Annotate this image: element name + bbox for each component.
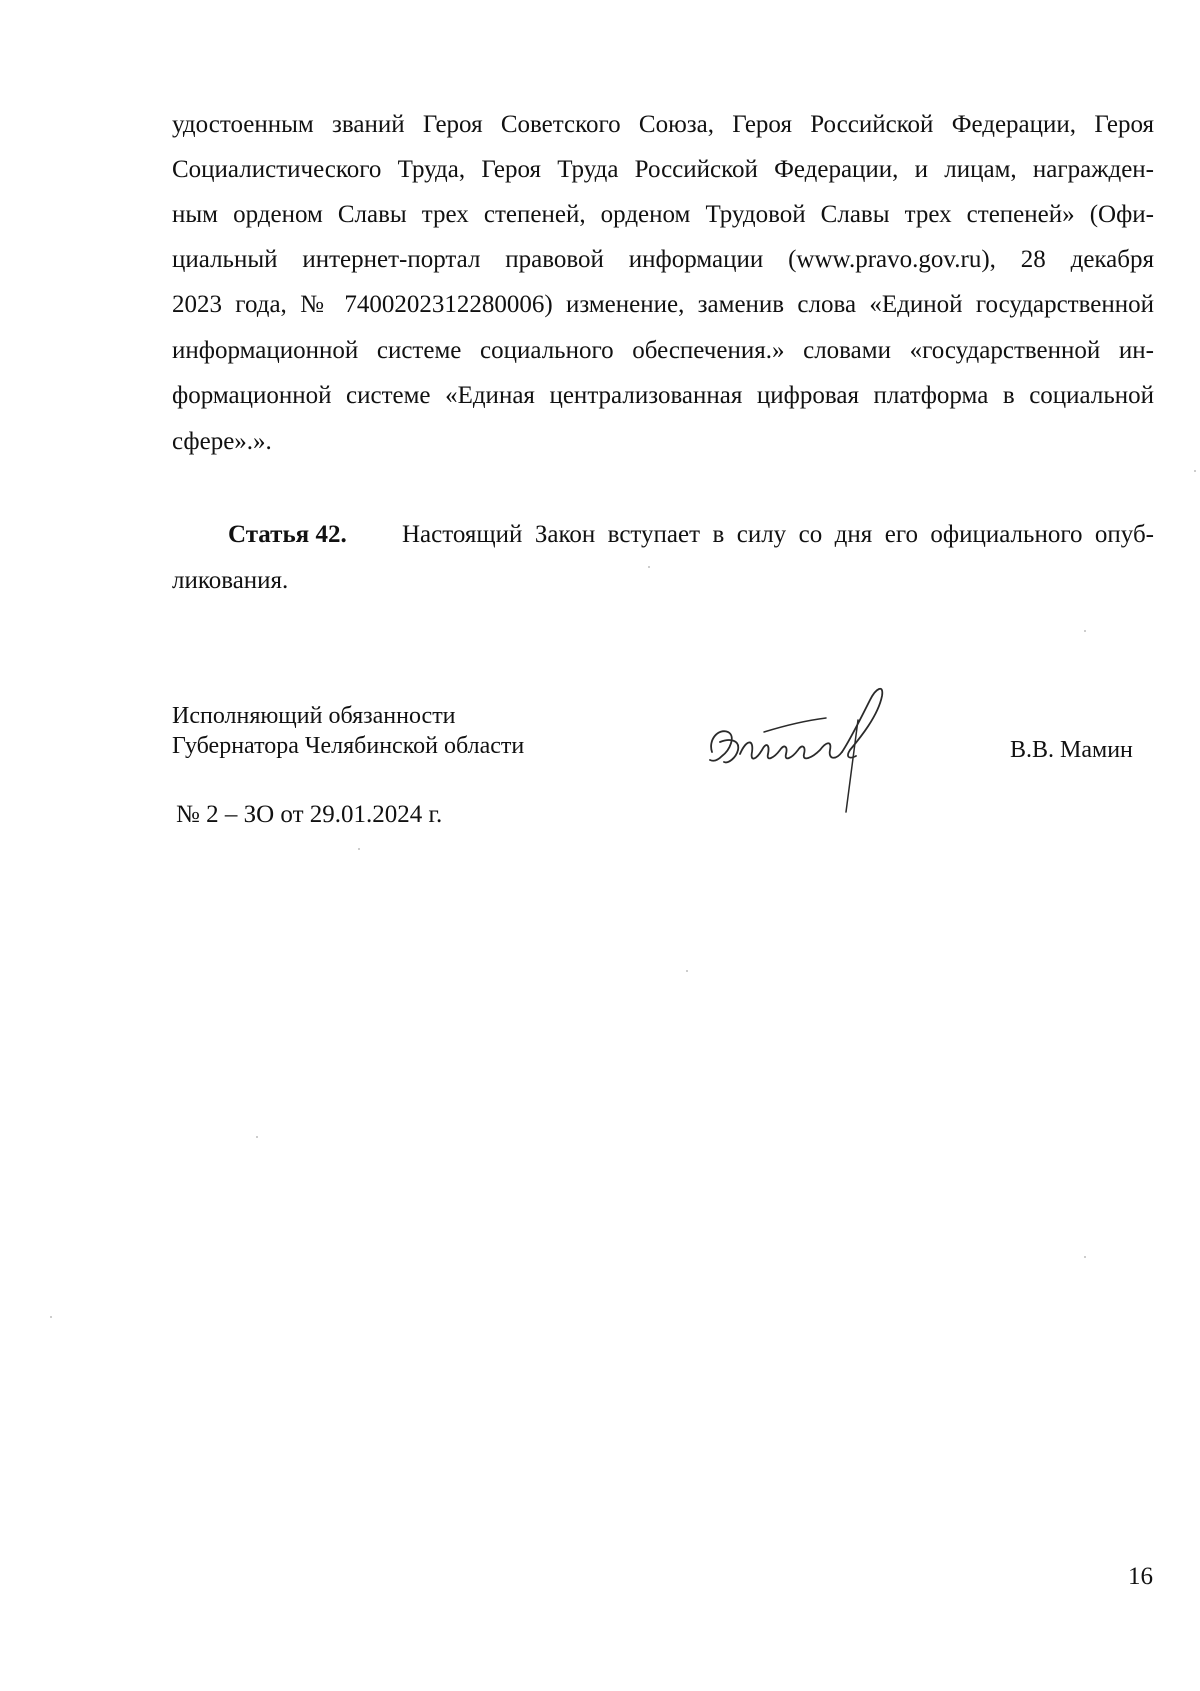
scan-speck xyxy=(686,970,688,972)
signatory-title-line-1: Исполняющий обязанности xyxy=(172,703,456,729)
paragraph-line-7: формационной системе «Единая централизованная цифровая платформа в социальной xyxy=(172,382,1154,409)
law-number-and-date: № 2 – ЗО от 29.01.2024 г. xyxy=(176,801,443,828)
article-text-line-2: ликования. xyxy=(172,567,289,594)
scan-speck xyxy=(1194,470,1196,472)
signatory-title-line-2: Губернатора Челябинской области xyxy=(172,733,525,759)
scan-speck xyxy=(1084,630,1086,632)
handwritten-signature-icon xyxy=(700,680,920,820)
paragraph-line-5: 2023 года, № 7400202312280006) изменение, заменив слова «Единой государственной xyxy=(172,291,1154,318)
paragraph-line-6: информационной системе социального обеспечения.» словами «государственной ин- xyxy=(172,337,1154,364)
page-number: 16 xyxy=(1128,1563,1153,1590)
article-text-line-1: Настоящий Закон вступает в силу со дня его официального опуб- xyxy=(402,521,1154,548)
article-number: Статья 42. xyxy=(228,521,347,548)
scan-speck xyxy=(358,848,360,850)
paragraph-line-4: циальный интернет-портал правовой информации (www.pravo.gov.ru), 28 декабря xyxy=(172,246,1154,273)
paragraph-line-3: ным орденом Славы трех степеней, орденом Трудовой Славы трех степеней» (Офи- xyxy=(172,201,1154,228)
paragraph-line-1: удостоенным званий Героя Советского Союза, Героя Российской Федерации, Героя xyxy=(172,111,1154,138)
scan-speck xyxy=(50,1316,52,1318)
scan-speck xyxy=(648,566,650,568)
scan-speck xyxy=(1084,1256,1086,1258)
signatory-name: В.В. Мамин xyxy=(1010,737,1133,763)
paragraph-line-8: сфере».». xyxy=(172,428,272,455)
scan-speck xyxy=(256,1136,258,1138)
paragraph-line-2: Социалистического Труда, Героя Труда Российской Федерации, и лицам, награжден- xyxy=(172,156,1154,183)
